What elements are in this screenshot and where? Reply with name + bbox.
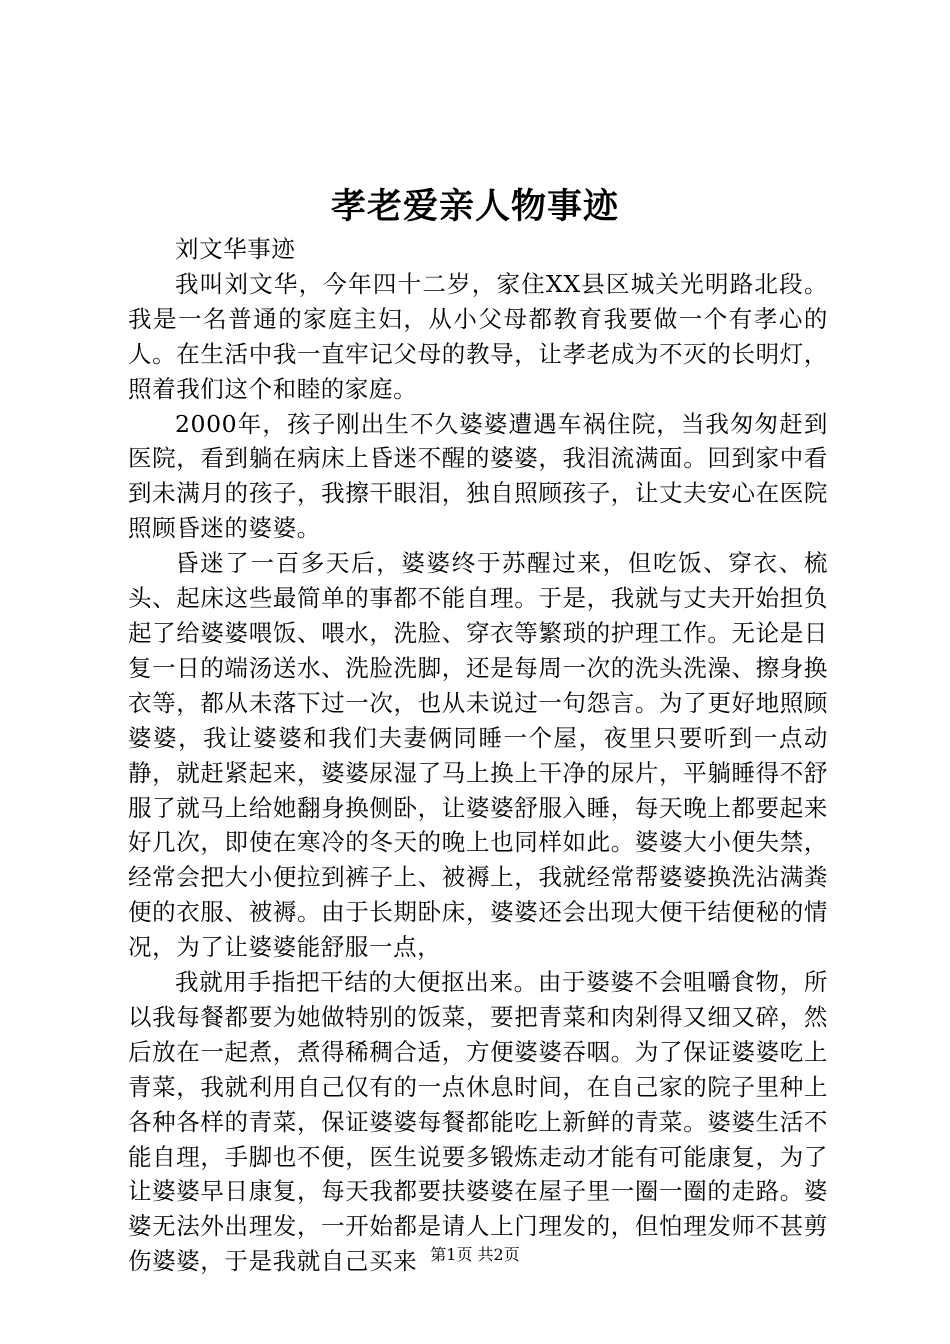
paragraph: 我就用手指把干结的大便抠出来。由于婆婆不会咀嚼食物，所以我每餐都要为她做特别的饭菜，要把青菜和肉剁得又细又碎，然后放在一起煮，煮得稀稠合适，方便婆婆吞咽。为了保证婆婆吃上青菜，我就利用自己仅有的一点休息时间，在自己家的院子里种上各种各样的青菜，保证婆婆每餐都能吃上新鲜的青菜。婆婆生活不能自理，手脚也不便，医生说要多锻炼走动才能有可能康复，为了让婆婆早日康复，每天我都要扶婆婆在屋子里一圈一圈的走路。婆婆无法外出理发，一开始都是请人上门理发的，但怕理发师不甚剪伤婆婆，于是我就自己买来 (128, 968, 828, 1276)
page-footer (0, 1244, 950, 1266)
document-subtitle: 刘文华事迹 (175, 235, 296, 263)
page-total: 共2页 (477, 1245, 520, 1264)
paragraph: 昏迷了一百多天后，婆婆终于苏醒过来，但吃饭、穿衣、梳头、起床这些最简单的事都不能自理。于是，我就与丈夫开始担负起了给婆婆喂饭、喂水，洗脸、穿衣等繁琐的护理工作。无论是日复一日的端汤送水、洗脸洗脚，还是每周一次的洗头洗澡、擦身换衣等，都从未落下过一次，也从未说过一句怨言。为了更好地照顾婆婆，我让婆婆和我们夫妻俩同睡一个屋，夜里只要听到一点动静，就赶紧起来，婆婆尿湿了马上换上干净的尿片，平躺睡得不舒服了就马上给她翻身换侧卧，让婆婆舒服入睡，每天晚上都要起来好几次，即使在寒冷的冬天的晚上也同样如此。婆婆大小便失禁，经常会把大小便拉到裤子上、被褥上，我就经常帮婆婆换洗沾满粪便的衣服、被褥。由于长期卧床，婆婆还会出现大便干结便秘的情况，为了让婆婆能舒服一点， (128, 549, 828, 962)
document-body (128, 232, 828, 1279)
document-title: 孝老爱亲人物事迹 (330, 187, 619, 227)
paragraph: 2000年，孩子刚出生不久婆婆遭遇车祸住院，当我匆匆赶到医院，看到躺在病床上昏迷不醒的婆婆，我泪流满面。回到家中看到未满月的孩子，我擦干眼泪，独自照顾孩子，让丈夫安心在医院照顾昏迷的婆婆。 (128, 409, 828, 543)
paragraph: 我叫刘文华，今年四十二岁，家住XX县区城关光明路北段。我是一名普通的家庭主妇，从小父母都教育我要做一个有孝心的人。在生活中我一直牢记父母的教导，让孝老成为不灭的长明灯，照着我们这个和睦的家庭。 (128, 269, 828, 403)
page-number: 第1页 (430, 1245, 473, 1264)
